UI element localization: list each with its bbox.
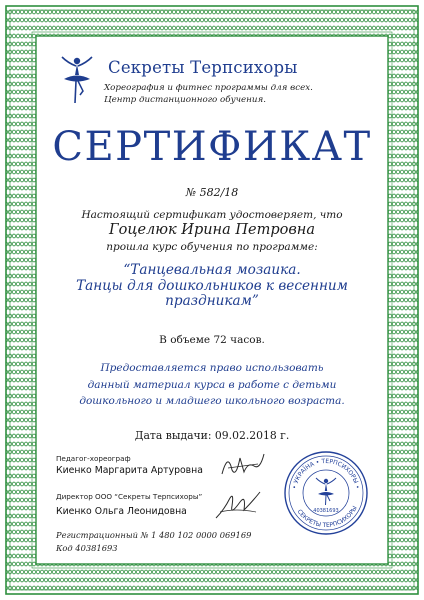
brand-tagline-2: Центр дистанционного обучения.: [104, 95, 266, 105]
course-line-2: Танцы для дошкольников к весенним: [76, 277, 348, 294]
rights-text: [0, 360, 424, 410]
stamp-top-text: • УКРАЇНА • ТЕРПСИХОРЫ •: [291, 457, 361, 490]
certificate-number: № 582/18: [185, 186, 239, 199]
course-line-3: праздникам”: [165, 293, 259, 309]
signer-1-role: Педагог-хореограф: [56, 454, 131, 463]
certificate-title: СЕРТИФИКАТ: [52, 124, 372, 170]
rights-line-3: дошкольного и младшего школьного возраста.: [79, 395, 345, 407]
course-line-1: “Танцевальная мозаика.: [123, 262, 301, 278]
signature-1: [218, 448, 268, 480]
stamp-code: 40381693: [313, 508, 339, 514]
rights-line-2: данный материал курса в работе с детьми: [87, 378, 337, 391]
registration-code: Код 40381693: [56, 543, 118, 553]
registration-number: Регистрационный № 1 480 102 0000 069169: [56, 530, 252, 540]
ballerina-icon: [60, 55, 94, 105]
signer-2-name: Киенко Ольга Леонидовна: [56, 506, 187, 517]
issue-date: Дата выдачи: 09.02.2018 г.: [134, 429, 290, 442]
course-hours: В объеме 72 часов.: [159, 334, 265, 346]
signer-1-name: Киенко Маргарита Артуровна: [56, 465, 203, 476]
brand-tagline-1: Хореография и фитнес программы для всех.: [104, 83, 313, 93]
stamp-bottom-text: СЕКРЕТЫ ТЕРПСИХОРЫ: [295, 504, 359, 530]
course-title: [0, 263, 424, 310]
brand-name: Секреты Терпсихоры: [108, 58, 298, 77]
signature-2: [212, 488, 264, 522]
recipient-name: Гоцелюк Ирина Петровна: [109, 222, 315, 238]
passed-text: прошла курс обучения по программе:: [106, 241, 318, 253]
rights-line-1: Предоставляется право использовать: [100, 362, 324, 374]
signer-2-role: Директор ООО “Секреты Терпсихоры”: [56, 492, 203, 501]
intro-text: Настоящий сертификат удостоверяет, что: [81, 209, 343, 221]
company-seal: [282, 449, 370, 537]
